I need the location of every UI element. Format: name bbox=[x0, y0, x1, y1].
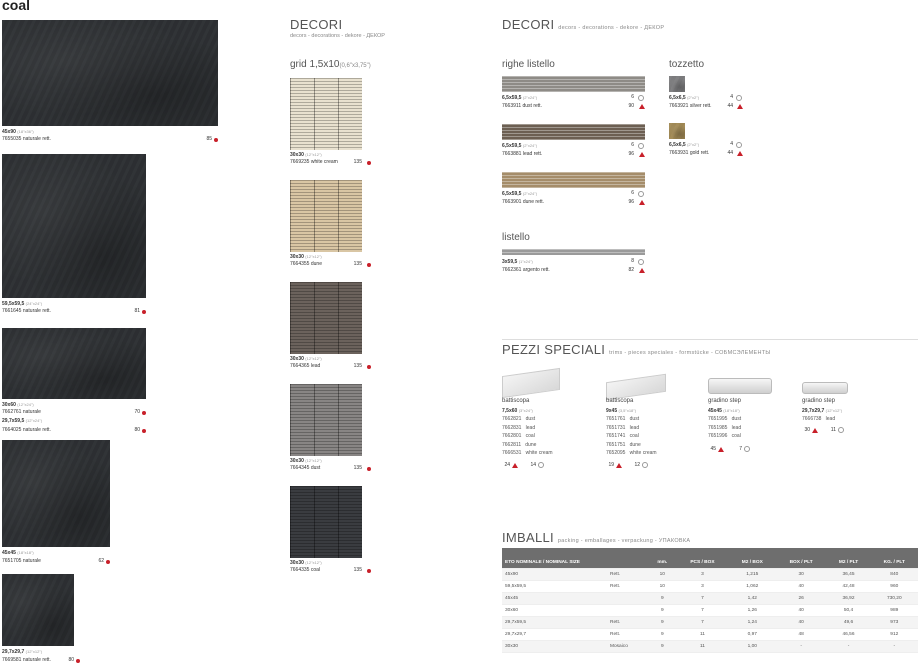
table-header: M2 / BOX bbox=[729, 558, 776, 568]
righe-title: righe listello bbox=[502, 59, 555, 70]
tile-caption: 59,5x59,5 (24"x24") bbox=[2, 301, 43, 307]
table-cell bbox=[607, 592, 649, 604]
trim-row: 7666531 white cream bbox=[502, 450, 553, 456]
table-cell: 40 bbox=[776, 616, 827, 628]
tozzetto-box: 4 bbox=[730, 94, 733, 100]
grid-mosaic-tile bbox=[290, 282, 362, 354]
tile-45x90 bbox=[2, 20, 218, 126]
table-cell: 59,5x59,5 bbox=[502, 580, 607, 592]
tile-pcs: 80 bbox=[134, 427, 140, 433]
tozzetto-pcs: 44 bbox=[727, 150, 733, 156]
table-header: M2 / PLT bbox=[826, 558, 870, 568]
pallet-icon bbox=[718, 447, 724, 452]
listello-caption: 3x59,5 (1"x24") bbox=[502, 259, 533, 265]
grid-code: 7669235 white cream bbox=[290, 159, 338, 165]
grid-caption: 30x30 (12"x12") bbox=[290, 560, 322, 566]
pallet-icon bbox=[142, 411, 146, 415]
pallet-icon bbox=[367, 467, 371, 471]
table-cell: Rett. bbox=[607, 628, 649, 640]
table-cell: 30 bbox=[776, 568, 827, 580]
righe-caption: 6,5x59,5 (2"x24") bbox=[502, 191, 538, 197]
trim-size: 45x45 (18"x18") bbox=[708, 408, 740, 414]
table-cell: 49,6 bbox=[826, 616, 870, 628]
righe-strip bbox=[502, 172, 645, 188]
imballi-title: IMBALLI packing - emballages - verpackung - УПАКОВКА bbox=[502, 530, 691, 545]
grid-pcs: 135 bbox=[353, 159, 362, 165]
trim-row: 7662801 coal bbox=[502, 433, 535, 439]
box-icon bbox=[838, 427, 844, 433]
grid-mosaic-tile bbox=[290, 78, 362, 150]
pallet-icon bbox=[737, 151, 743, 156]
table-cell: 36,45 bbox=[826, 568, 870, 580]
listello-pcs: 82 bbox=[628, 267, 634, 273]
table-cell: 9 bbox=[649, 592, 677, 604]
pallet-icon bbox=[737, 104, 743, 109]
trim-row: 7651995 dust bbox=[708, 416, 742, 422]
tile-caption: 29,7x29,7 (12"x12") bbox=[2, 649, 43, 655]
pallet-icon bbox=[367, 161, 371, 165]
tile-caption: 45x45 (18"x18") bbox=[2, 550, 34, 556]
box-icon bbox=[638, 259, 644, 265]
grid-code: 7664365 lead bbox=[290, 363, 321, 369]
pallet-icon bbox=[616, 463, 622, 468]
pallet-icon bbox=[639, 268, 645, 273]
table-cell: 45x90 bbox=[502, 568, 607, 580]
trim-row: 7662831 lead bbox=[502, 424, 536, 431]
trim-row: 7651996 coal bbox=[708, 433, 741, 439]
listello-title: listello bbox=[502, 232, 530, 243]
trim-row: 7662811 dune bbox=[502, 441, 537, 448]
righe-code: 7663901 dune rett. bbox=[502, 199, 544, 205]
pallet-icon bbox=[367, 365, 371, 369]
trim-row: 7651761 dust bbox=[606, 416, 640, 422]
tozzetto-box: 4 bbox=[730, 141, 733, 147]
trim-box: 12 bbox=[634, 462, 640, 468]
trim-row: 7651741 coal bbox=[606, 433, 639, 439]
step-drawing bbox=[708, 378, 772, 394]
tile-pcs: 80 bbox=[68, 657, 74, 663]
table-cell: 989 bbox=[871, 604, 918, 616]
decori-right-title: DECORI decors - decorations - dekore - ДЕКОР bbox=[502, 17, 665, 32]
righe-box: 6 bbox=[631, 190, 634, 196]
table-cell: 1,42 bbox=[729, 592, 776, 604]
trim-row: 7666738 lead bbox=[802, 416, 836, 422]
grid-mosaic-tile bbox=[290, 486, 362, 558]
trim-row: 7651985 lead bbox=[708, 424, 742, 431]
table-cell: Rett. bbox=[607, 568, 649, 580]
righe-box: 6 bbox=[631, 94, 634, 100]
box-icon bbox=[744, 446, 750, 452]
table-cell: 11 bbox=[676, 640, 729, 652]
trim-name: battiscopa bbox=[606, 398, 634, 404]
righe-strip bbox=[502, 124, 645, 140]
trim-row: 7652095 white cream bbox=[606, 450, 657, 456]
table-cell: 42,48 bbox=[826, 580, 870, 592]
table-cell: 9 bbox=[649, 604, 677, 616]
trim-pcs: 24 bbox=[504, 462, 510, 468]
tile-code: 7651705 naturale bbox=[2, 558, 41, 564]
tile-pcs: 62 bbox=[98, 558, 104, 564]
box-icon bbox=[638, 95, 644, 101]
trim-name: gradino step bbox=[802, 398, 836, 404]
box-icon bbox=[638, 191, 644, 197]
trim-pcs: 45 bbox=[710, 446, 716, 452]
table-cell: 1,24 bbox=[729, 616, 776, 628]
tile-code: 7655035 naturale rett. bbox=[2, 136, 51, 142]
table-cell: 973 bbox=[871, 616, 918, 628]
pallet-icon bbox=[639, 200, 645, 205]
trim-drawing bbox=[502, 368, 560, 398]
righe-pcs: 96 bbox=[628, 151, 634, 157]
listello-code: 7662361 argento rett. bbox=[502, 267, 550, 273]
righe-code: 7663881 lead rett. bbox=[502, 151, 543, 157]
tile-code: 7664025 naturale rett. bbox=[2, 427, 51, 433]
tile-caption: 45x90 (18"x36") bbox=[2, 129, 34, 135]
grid-caption: 30x30 (12"x12") bbox=[290, 254, 322, 260]
box-icon bbox=[538, 462, 544, 468]
decori-subtitle: decors - decorations - dekore - ДЕКОР bbox=[290, 33, 385, 39]
table-row bbox=[502, 568, 918, 580]
table-cell: Rett. bbox=[607, 616, 649, 628]
grid-code: 7664335 coal bbox=[290, 567, 321, 573]
imballi-icon-row bbox=[502, 548, 918, 558]
box-icon bbox=[736, 95, 742, 101]
table-cell: 9 bbox=[649, 628, 677, 640]
pallet-icon bbox=[106, 560, 110, 564]
table-cell: 10 bbox=[649, 580, 677, 592]
tile-pcs: 81 bbox=[134, 308, 140, 314]
grid-mosaic-tile bbox=[290, 180, 362, 252]
table-cell: - bbox=[826, 640, 870, 652]
table-cell: 40 bbox=[776, 604, 827, 616]
table-cell: - bbox=[776, 640, 827, 652]
pallet-icon bbox=[142, 310, 146, 314]
pezzi-title: PEZZI SPECIALI trims - pieces speciales - formstücke - СОБМСЭЛЕМЕНТЫ bbox=[502, 342, 771, 357]
tile-code: 7661645 naturale rett. bbox=[2, 308, 51, 314]
table-cell: 1,26 bbox=[729, 604, 776, 616]
grid-caption: 30x30 (12"x12") bbox=[290, 458, 322, 464]
righe-pcs: 90 bbox=[628, 103, 634, 109]
table-cell bbox=[607, 604, 649, 616]
table-cell: - bbox=[871, 640, 918, 652]
table-header: mm. bbox=[649, 558, 677, 568]
trim-box: 7 bbox=[739, 446, 742, 452]
table-cell: 7 bbox=[676, 616, 729, 628]
decori-title: DECORI bbox=[290, 17, 343, 32]
tile-caption: 29,7x59,5 (12"x24") bbox=[2, 418, 43, 424]
table-header bbox=[607, 558, 649, 568]
table-header: BOX / PLT bbox=[776, 558, 827, 568]
table-header: KG. / PLT bbox=[871, 558, 918, 568]
tile-30x30 bbox=[2, 574, 74, 646]
trim-row: 7651751 dune bbox=[606, 441, 641, 448]
table-row bbox=[502, 628, 918, 640]
righe-caption: 6,5x59,5 (2"x24") bbox=[502, 95, 538, 101]
trim-size: 9x45 (3,5"x18") bbox=[606, 408, 637, 414]
table-cell: Mosaico bbox=[607, 640, 649, 652]
table-cell: 45x45 bbox=[502, 592, 607, 604]
grid-mosaic-tile bbox=[290, 384, 362, 456]
imballi-table bbox=[502, 558, 918, 653]
righe-code: 7663911 dust rett. bbox=[502, 103, 542, 109]
table-cell: 912 bbox=[871, 628, 918, 640]
table-cell: 26 bbox=[776, 592, 827, 604]
table-row bbox=[502, 592, 918, 604]
table-header: PCS / BOX bbox=[676, 558, 729, 568]
righe-box: 6 bbox=[631, 142, 634, 148]
table-cell: 48 bbox=[776, 628, 827, 640]
table-row bbox=[502, 580, 918, 592]
step-drawing bbox=[802, 382, 848, 394]
pallet-icon bbox=[214, 138, 218, 142]
tozzetto-code: 7663931 gold rett. bbox=[669, 150, 710, 156]
grid-pcs: 135 bbox=[353, 465, 362, 471]
table-cell: 960 bbox=[871, 580, 918, 592]
table-cell: 29,7x59,5 bbox=[502, 616, 607, 628]
tozzetto-tile bbox=[669, 123, 685, 139]
table-header: ETO NOMINALE / NOMINAL SIZE bbox=[502, 558, 607, 568]
tozzetto-pcs: 44 bbox=[727, 103, 733, 109]
trim-row: 7662821 dust bbox=[502, 416, 536, 422]
tozzetto-title: tozzetto bbox=[669, 59, 705, 70]
table-cell: 9 bbox=[649, 640, 677, 652]
table-row bbox=[502, 640, 918, 652]
listello-box: 8 bbox=[631, 258, 634, 264]
table-cell: 1,215 bbox=[729, 568, 776, 580]
righe-caption: 6,5x59,5 (2"x24") bbox=[502, 143, 538, 149]
pallet-icon bbox=[367, 569, 371, 573]
box-icon bbox=[638, 143, 644, 149]
trim-size: 29,7x29,7 (12"x12") bbox=[802, 408, 843, 414]
table-cell: 40 bbox=[776, 580, 827, 592]
righe-pcs: 96 bbox=[628, 199, 634, 205]
table-cell: 46,56 bbox=[826, 628, 870, 640]
grid-code: 7664355 dune bbox=[290, 261, 322, 267]
table-cell: 0,97 bbox=[729, 628, 776, 640]
listello-strip bbox=[502, 249, 645, 255]
grid-caption: 30x30 (12"x12") bbox=[290, 356, 322, 362]
pallet-icon bbox=[142, 429, 146, 433]
pallet-icon bbox=[76, 659, 80, 663]
pallet-icon bbox=[639, 104, 645, 109]
trim-name: battiscopa bbox=[502, 398, 530, 404]
trim-pcs: 19 bbox=[608, 462, 614, 468]
pallet-icon bbox=[639, 152, 645, 157]
grid-title: grid 1,5x10(0,6"x3,75") bbox=[290, 59, 371, 70]
tile-45x45 bbox=[2, 440, 110, 547]
grid-pcs: 135 bbox=[353, 261, 362, 267]
tile-pcs: 85 bbox=[206, 136, 212, 142]
tozzetto-tile bbox=[669, 76, 685, 92]
righe-strip bbox=[502, 76, 645, 92]
grid-caption: 30x30 (12"x12") bbox=[290, 152, 322, 158]
pallet-icon bbox=[812, 428, 818, 433]
table-cell: 9 bbox=[649, 616, 677, 628]
table-cell: 36,92 bbox=[826, 592, 870, 604]
table-cell: 3 bbox=[676, 568, 729, 580]
tile-59x59 bbox=[2, 154, 146, 298]
trim-box: 14 bbox=[530, 462, 536, 468]
trim-pcs: 30 bbox=[804, 427, 810, 433]
divider bbox=[502, 339, 918, 340]
table-cell: 3 bbox=[676, 580, 729, 592]
tozzetto-caption: 6,5x6,5 (2"x2") bbox=[669, 95, 700, 101]
pallet-icon bbox=[367, 263, 371, 267]
trim-size: 7,5x60 (3"x24") bbox=[502, 408, 533, 414]
grid-pcs: 135 bbox=[353, 567, 362, 573]
grid-pcs: 135 bbox=[353, 363, 362, 369]
pallet-icon bbox=[512, 463, 518, 468]
collection-title: coal bbox=[2, 0, 31, 13]
table-cell: 1,062 bbox=[729, 580, 776, 592]
table-row bbox=[502, 604, 918, 616]
table-cell: 1,00 bbox=[729, 640, 776, 652]
tozzetto-caption: 6,5x6,5 (2"x2") bbox=[669, 142, 700, 148]
trim-name: gradino step bbox=[708, 398, 742, 404]
grid-code: 7664345 dust bbox=[290, 465, 321, 471]
table-cell: Rett. bbox=[607, 580, 649, 592]
trim-row: 7651731 lead bbox=[606, 424, 640, 431]
table-cell: 7 bbox=[676, 592, 729, 604]
table-row bbox=[502, 616, 918, 628]
trim-drawing bbox=[606, 374, 666, 400]
trim-box: 11 bbox=[830, 427, 836, 433]
table-cell: 29,7x29,7 bbox=[502, 628, 607, 640]
tile-code: 7669581 naturale rett. bbox=[2, 657, 51, 663]
table-cell: 30x30 bbox=[502, 640, 607, 652]
tile-pcs: 70 bbox=[134, 409, 140, 415]
box-icon bbox=[736, 142, 742, 148]
tile-30x60 bbox=[2, 328, 146, 399]
table-cell: 10 bbox=[649, 568, 677, 580]
tozzetto-code: 7663921 silver rett. bbox=[669, 103, 712, 109]
table-cell: 30x60 bbox=[502, 604, 607, 616]
table-cell: 840 bbox=[871, 568, 918, 580]
table-cell: 50,4 bbox=[826, 604, 870, 616]
table-cell: 730,20 bbox=[871, 592, 918, 604]
table-cell: 7 bbox=[676, 604, 729, 616]
tile-code: 7662761 naturale bbox=[2, 409, 41, 415]
box-icon bbox=[642, 462, 648, 468]
tile-caption: 30x60 (12"x24") bbox=[2, 402, 34, 408]
table-cell: 11 bbox=[676, 628, 729, 640]
